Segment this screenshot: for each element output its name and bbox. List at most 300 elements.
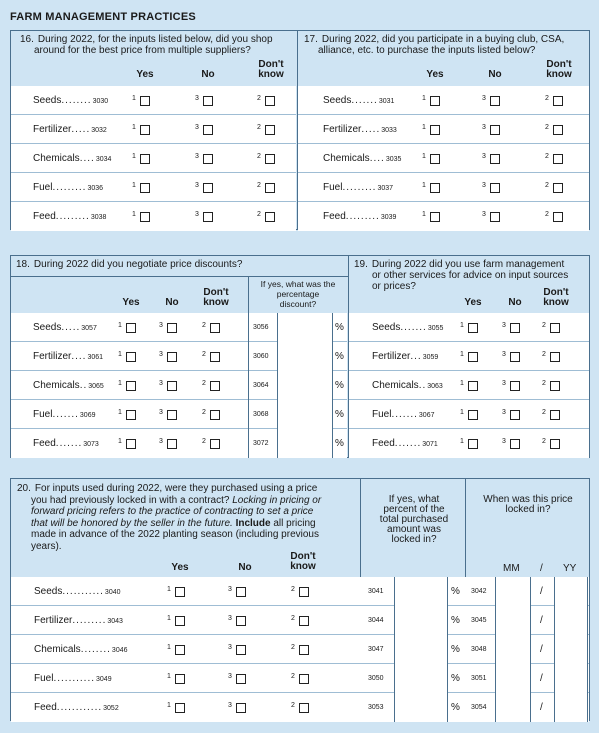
option-code-no: 3 — [195, 181, 199, 189]
checkbox-no[interactable] — [236, 587, 246, 597]
option-code-yes: 1 — [132, 94, 136, 102]
question-text — [304, 34, 584, 56]
checkbox-no[interactable] — [167, 381, 177, 391]
percent-input[interactable] — [394, 664, 448, 693]
entry-code: 3072 — [253, 439, 269, 447]
item-name: Feed — [33, 210, 56, 222]
col-dont-know — [283, 552, 323, 572]
col-know: know — [258, 69, 284, 80]
month-input[interactable] — [495, 693, 531, 722]
checkbox-no[interactable] — [510, 352, 520, 362]
question-line: alliance, etc. to purchase the inputs listed below? — [318, 45, 536, 56]
item-code: 3052 — [103, 704, 119, 712]
checkbox-yes[interactable] — [126, 410, 136, 420]
option-code-yes: 1 — [422, 152, 426, 160]
row-label — [372, 380, 443, 391]
item-code: 3036 — [87, 184, 104, 192]
item-code: 3055 — [427, 324, 444, 332]
checkbox-dk[interactable] — [553, 125, 563, 135]
item-name: Chemicals — [323, 152, 370, 164]
checkbox-dk[interactable] — [550, 439, 560, 449]
percent-input[interactable] — [277, 313, 333, 342]
checkbox-dk[interactable] — [553, 154, 563, 164]
checkbox-yes[interactable] — [430, 125, 440, 135]
option-code-no: 3 — [502, 350, 506, 358]
percent-input[interactable] — [277, 400, 333, 429]
option-code-yes: 1 — [460, 350, 464, 358]
leader-dots: ......... — [55, 210, 90, 222]
checkbox-dk[interactable] — [299, 645, 309, 655]
table-row — [11, 313, 347, 342]
option-code-yes: 1 — [167, 643, 171, 651]
item-code: 3039 — [380, 213, 397, 221]
checkbox-yes[interactable] — [175, 616, 185, 626]
percent-sign: % — [451, 672, 460, 684]
option-code-yes: 1 — [118, 379, 122, 387]
option-code-dk: 2 — [542, 321, 546, 329]
leader-dots: ......... — [72, 614, 107, 626]
checkbox-dk[interactable] — [210, 410, 220, 420]
checkbox-no[interactable] — [236, 616, 246, 626]
table-row — [11, 342, 347, 371]
option-code-yes: 1 — [422, 210, 426, 218]
question-line: forward pricing refers to the practice of contracting to set a price — [31, 506, 314, 517]
checkbox-dk[interactable] — [210, 439, 220, 449]
checkbox-yes[interactable] — [140, 154, 150, 164]
percent-input[interactable] — [394, 635, 448, 664]
option-code-dk: 2 — [542, 437, 546, 445]
date-slash: / — [540, 585, 543, 597]
leader-dots: ......... — [342, 181, 377, 193]
table-row — [349, 342, 589, 371]
checkbox-yes[interactable] — [175, 645, 185, 655]
leader-dots: ..... — [71, 123, 91, 135]
question-line: around for the best price from multiple suppliers? — [34, 45, 251, 56]
table-row — [11, 371, 347, 400]
question-line: all pricing — [273, 517, 316, 529]
row-label — [323, 182, 393, 193]
checkbox-no[interactable] — [167, 323, 177, 333]
question-text — [16, 259, 336, 270]
col-dont: Don't — [543, 287, 569, 298]
checkbox-no[interactable] — [167, 410, 177, 420]
checkbox-dk[interactable] — [550, 323, 560, 333]
row-label — [33, 409, 95, 420]
percent-sign: % — [335, 408, 344, 420]
table-row — [298, 86, 589, 115]
option-code-no: 3 — [159, 408, 163, 416]
option-code-yes: 1 — [132, 152, 136, 160]
entry-code: 3045 — [471, 616, 487, 624]
checkbox-dk[interactable] — [210, 381, 220, 391]
option-code-yes: 1 — [118, 350, 122, 358]
table-row — [11, 202, 296, 231]
checkbox-yes[interactable] — [175, 587, 185, 597]
leader-dots: .... — [71, 350, 87, 362]
percent-input[interactable] — [277, 371, 333, 400]
date-slash: / — [540, 701, 543, 713]
col-know: know — [546, 69, 572, 80]
checkbox-yes[interactable] — [468, 439, 478, 449]
entry-code: 3051 — [471, 674, 487, 682]
leader-dots: .... — [79, 152, 95, 164]
answer-rows — [11, 577, 589, 722]
checkbox-dk[interactable] — [550, 381, 560, 391]
item-name: Fuel — [33, 181, 53, 193]
item-name: Fertilizer — [323, 123, 362, 135]
option-code-no: 3 — [195, 152, 199, 160]
item-code: 3073 — [83, 440, 99, 448]
option-code-no: 3 — [482, 123, 486, 131]
question-line: During 2022, did you participate in a buying club, CSA, — [321, 34, 565, 45]
checkbox-yes[interactable] — [468, 410, 478, 420]
item-code: 3033 — [381, 126, 397, 134]
item-name: Chemicals — [372, 379, 419, 391]
table-row — [11, 173, 296, 202]
option-code-no: 3 — [159, 321, 163, 329]
checkbox-no[interactable] — [490, 212, 500, 222]
checkbox-dk[interactable] — [299, 587, 309, 597]
checkbox-dk[interactable] — [299, 674, 309, 684]
item-code: 3065 — [88, 382, 104, 390]
option-code-yes: 1 — [132, 210, 136, 218]
table-row — [298, 144, 589, 173]
table-row — [11, 693, 589, 722]
percent-input[interactable] — [394, 577, 448, 606]
item-name: Seeds — [33, 94, 62, 106]
option-code-no: 3 — [502, 321, 506, 329]
item-name: Feed — [33, 437, 56, 449]
option-code-yes: 1 — [460, 379, 464, 387]
entry-code: 3064 — [253, 381, 269, 389]
table-row — [349, 313, 589, 342]
date-slash: / — [540, 614, 543, 626]
entry-code: 3068 — [253, 410, 269, 418]
leader-dots: ......... — [345, 210, 380, 222]
col-slash: / — [540, 563, 543, 574]
table-row — [298, 115, 589, 144]
checkbox-yes[interactable] — [126, 381, 136, 391]
option-code-no: 3 — [502, 408, 506, 416]
checkbox-dk[interactable] — [265, 183, 275, 193]
year-input[interactable] — [554, 577, 588, 606]
option-code-dk: 2 — [542, 379, 546, 387]
percent-sign: % — [451, 643, 460, 655]
row-label — [33, 124, 107, 135]
checkbox-no[interactable] — [203, 212, 213, 222]
item-code: 3046 — [111, 646, 128, 654]
col-dont-know — [251, 60, 291, 80]
checkbox-dk[interactable] — [210, 352, 220, 362]
heading-line: locked in? — [391, 534, 437, 545]
checkbox-no[interactable] — [490, 154, 500, 164]
option-code-yes: 1 — [118, 321, 122, 329]
checkbox-yes[interactable] — [430, 212, 440, 222]
checkbox-yes[interactable] — [468, 352, 478, 362]
table-row — [11, 86, 296, 115]
item-name: Feed — [323, 210, 346, 222]
question-line: that will be honored by the seller in the future. — [31, 517, 233, 529]
entry-code: 3041 — [368, 587, 384, 595]
table-row — [11, 115, 296, 144]
checkbox-no[interactable] — [510, 381, 520, 391]
table-row — [11, 606, 589, 635]
option-code-yes: 1 — [422, 94, 426, 102]
checkbox-no[interactable] — [510, 410, 520, 420]
item-code: 3038 — [90, 213, 107, 221]
option-code-dk: 2 — [202, 437, 206, 445]
answer-rows — [298, 86, 589, 231]
option-code-yes: 1 — [118, 437, 122, 445]
checkbox-dk[interactable] — [265, 125, 275, 135]
table-row — [298, 173, 589, 202]
leader-dots: ..... — [361, 123, 381, 135]
heading-line: total purchased — [379, 514, 449, 525]
entry-code: 3054 — [471, 703, 487, 711]
date-slash: / — [540, 643, 543, 655]
checkbox-yes[interactable] — [140, 96, 150, 106]
year-input[interactable] — [554, 664, 588, 693]
item-code: 3034 — [95, 155, 112, 163]
option-code-no: 3 — [228, 643, 232, 651]
checkbox-yes[interactable] — [468, 381, 478, 391]
checkbox-no[interactable] — [236, 674, 246, 684]
leader-dots: ... — [410, 350, 422, 362]
col-yes: Yes — [136, 69, 154, 80]
row-label — [33, 182, 103, 193]
heading-line: discount? — [279, 299, 317, 309]
year-input[interactable] — [554, 693, 588, 722]
item-code: 3059 — [422, 353, 439, 361]
year-input[interactable] — [554, 606, 588, 635]
heading-line: percentage — [276, 289, 320, 299]
col-yes: Yes — [122, 297, 140, 308]
checkbox-yes[interactable] — [140, 183, 150, 193]
leader-dots: ....... — [52, 408, 79, 420]
checkbox-yes[interactable] — [430, 96, 440, 106]
option-code-yes: 1 — [167, 585, 171, 593]
checkbox-no[interactable] — [203, 125, 213, 135]
percent-input[interactable] — [277, 342, 333, 371]
row-label — [372, 322, 443, 333]
year-input[interactable] — [554, 635, 588, 664]
checkbox-yes[interactable] — [140, 125, 150, 135]
checkbox-no[interactable] — [203, 183, 213, 193]
percent-sign: % — [335, 437, 344, 449]
checkbox-dk[interactable] — [550, 410, 560, 420]
table-row — [11, 577, 589, 606]
item-name: Fertilizer — [372, 350, 411, 362]
checkbox-yes[interactable] — [430, 154, 440, 164]
item-name: Fuel — [372, 408, 392, 420]
checkbox-dk[interactable] — [553, 96, 563, 106]
checkbox-dk[interactable] — [553, 183, 563, 193]
item-code: 3063 — [427, 382, 443, 390]
checkbox-no[interactable] — [167, 439, 177, 449]
col-dont-know — [196, 288, 236, 308]
month-input[interactable] — [495, 635, 531, 664]
table-row — [298, 202, 589, 231]
percent-input[interactable] — [394, 693, 448, 722]
heading-line: amount was — [387, 524, 441, 535]
option-code-yes: 1 — [460, 437, 464, 445]
checkbox-no[interactable] — [236, 645, 246, 655]
checkbox-dk[interactable] — [299, 703, 309, 713]
item-name: Fuel — [33, 408, 53, 420]
col-dont: Don't — [290, 551, 316, 562]
entry-code: 3047 — [368, 645, 384, 653]
item-code: 3032 — [91, 126, 107, 134]
question-number: 16. — [20, 34, 34, 45]
question-text — [17, 483, 347, 552]
item-code: 3043 — [107, 617, 123, 625]
heading-line: If yes, what — [388, 494, 440, 505]
option-code-dk: 2 — [257, 181, 261, 189]
row-label — [323, 211, 396, 222]
option-code-no: 3 — [228, 672, 232, 680]
checkbox-dk[interactable] — [265, 212, 275, 222]
table-row — [11, 400, 347, 429]
row-label — [33, 322, 97, 333]
option-code-no: 3 — [195, 94, 199, 102]
row-label — [33, 211, 106, 222]
entry-code: 3056 — [253, 323, 269, 331]
option-code-dk: 2 — [257, 210, 261, 218]
checkbox-dk[interactable] — [265, 96, 275, 106]
checkbox-no[interactable] — [203, 154, 213, 164]
row-label — [323, 153, 401, 164]
col-percentage-discount — [250, 279, 346, 309]
leader-dots: ..... — [61, 321, 81, 333]
item-code: 3037 — [377, 184, 394, 192]
checkbox-dk[interactable] — [553, 212, 563, 222]
col-dont-know — [539, 60, 579, 80]
table-row — [11, 635, 589, 664]
leader-dots: ....... — [394, 437, 422, 449]
question-line: During 2022 did you negotiate price discounts? — [33, 259, 243, 270]
question-text — [20, 34, 290, 56]
item-name: Feed — [34, 701, 57, 713]
leader-dots: ....... — [391, 408, 418, 420]
item-code: 3035 — [385, 155, 402, 163]
col-know: know — [290, 561, 316, 572]
checkbox-yes[interactable] — [468, 323, 478, 333]
option-code-no: 3 — [482, 181, 486, 189]
option-code-no: 3 — [159, 437, 163, 445]
percent-input[interactable] — [277, 429, 333, 458]
checkbox-no[interactable] — [490, 125, 500, 135]
item-code: 3040 — [104, 588, 121, 596]
leader-dots: ....... — [351, 94, 378, 106]
option-code-yes: 1 — [460, 321, 464, 329]
option-code-dk: 2 — [291, 701, 295, 709]
col-yes: Yes — [426, 69, 444, 80]
table-row — [11, 664, 589, 693]
heading-line: If yes, what was the — [260, 279, 336, 289]
row-label — [372, 351, 438, 362]
checkbox-yes[interactable] — [140, 212, 150, 222]
checkbox-yes[interactable] — [430, 183, 440, 193]
checkbox-no[interactable] — [510, 323, 520, 333]
option-code-yes: 1 — [132, 181, 136, 189]
item-name: Chemicals — [33, 379, 80, 391]
checkbox-dk[interactable] — [210, 323, 220, 333]
percent-sign: % — [335, 379, 344, 391]
col-know: know — [543, 297, 569, 308]
col-know: know — [203, 297, 229, 308]
table-row — [11, 144, 296, 173]
item-name: Seeds — [34, 585, 63, 597]
question-line: 20. — [17, 483, 31, 494]
option-code-dk: 2 — [545, 210, 549, 218]
row-label — [34, 586, 121, 597]
item-name: Fertilizer — [33, 350, 72, 362]
option-code-dk: 2 — [202, 379, 206, 387]
checkbox-no[interactable] — [167, 352, 177, 362]
col-dont-know — [536, 288, 576, 308]
leader-dots: ........... — [62, 585, 104, 597]
checkbox-dk[interactable] — [299, 616, 309, 626]
checkbox-yes[interactable] — [175, 674, 185, 684]
checkbox-dk[interactable] — [265, 154, 275, 164]
checkbox-no[interactable] — [510, 439, 520, 449]
option-code-no: 3 — [502, 437, 506, 445]
question-number: 17. — [304, 34, 318, 45]
table-row — [349, 400, 589, 429]
checkbox-no[interactable] — [490, 96, 500, 106]
checkbox-no[interactable] — [490, 183, 500, 193]
col-no: No — [165, 297, 179, 308]
row-label — [33, 438, 99, 449]
item-name: Chemicals — [33, 152, 80, 164]
checkbox-dk[interactable] — [550, 352, 560, 362]
checkbox-yes[interactable] — [126, 352, 136, 362]
entry-code: 3044 — [368, 616, 384, 624]
col-yy: YY — [563, 563, 577, 574]
option-code-no: 3 — [482, 94, 486, 102]
checkbox-yes[interactable] — [175, 703, 185, 713]
heading-line: locked in? — [505, 504, 551, 515]
row-label — [323, 95, 394, 106]
option-code-no: 3 — [195, 123, 199, 131]
table-row — [11, 429, 347, 458]
entry-code: 3050 — [368, 674, 384, 682]
leader-dots: ........ — [61, 94, 92, 106]
item-name: Feed — [372, 437, 395, 449]
checkbox-yes[interactable] — [126, 439, 136, 449]
percent-input[interactable] — [394, 606, 448, 635]
month-input[interactable] — [495, 606, 531, 635]
option-code-no: 3 — [195, 210, 199, 218]
row-label — [34, 615, 123, 626]
row-label — [372, 438, 438, 449]
checkbox-yes[interactable] — [126, 323, 136, 333]
option-code-no: 3 — [159, 350, 163, 358]
leader-dots: ......... — [52, 181, 87, 193]
percent-sign: % — [335, 321, 344, 333]
month-input[interactable] — [495, 664, 531, 693]
row-label — [33, 380, 104, 391]
entry-code: 3053 — [368, 703, 384, 711]
month-input[interactable] — [495, 577, 531, 606]
checkbox-no[interactable] — [236, 703, 246, 713]
col-percent-locked — [362, 495, 466, 545]
option-code-dk: 2 — [542, 350, 546, 358]
checkbox-no[interactable] — [203, 96, 213, 106]
item-code: 3057 — [81, 324, 97, 332]
col-dont: Don't — [546, 59, 572, 70]
option-code-dk: 2 — [545, 152, 549, 160]
